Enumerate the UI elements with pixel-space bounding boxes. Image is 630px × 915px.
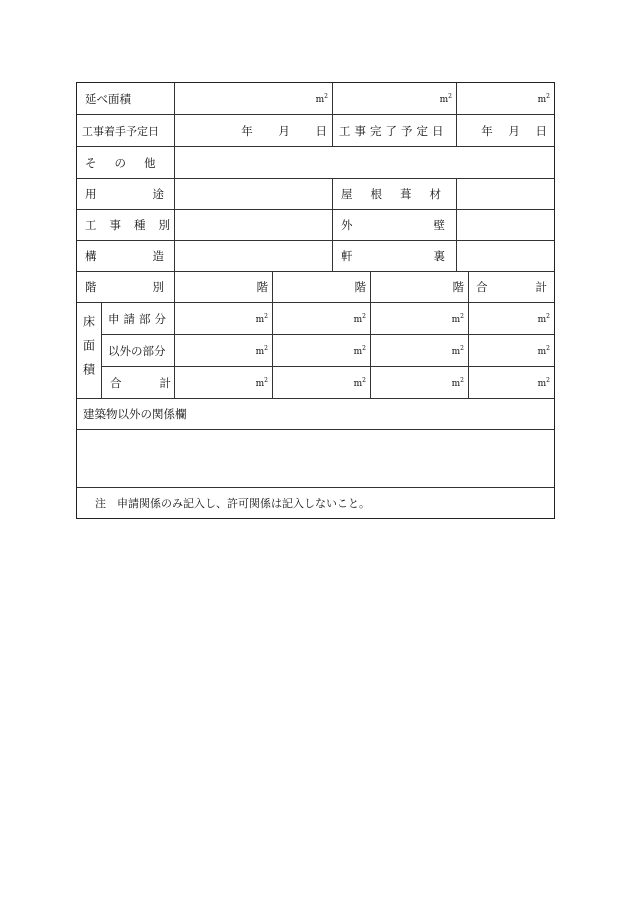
start-date-label [77,115,174,146]
unit-sup: 2 [264,344,268,352]
unit-sup: 2 [546,344,550,352]
label-text: 合計 [476,280,595,294]
label-text: その他 [85,155,174,170]
label-text: 工事完了予定日 [339,123,448,138]
unit-m2 [256,345,268,357]
floor-area-total-label [102,367,209,398]
unit-sup: 2 [362,376,366,384]
non-building-value[interactable] [77,430,554,487]
floor-area-applied-label [102,303,174,334]
floor-area-label [77,303,101,398]
unit-sup: 2 [546,376,550,384]
total-floor-area-value-2[interactable] [333,83,456,114]
unit-sup: 2 [362,344,366,352]
label-text: 建築物以外の関係欄 [83,407,187,421]
use-label [77,179,220,209]
floor-area-cell[interactable] [371,303,468,334]
floor-unit-text: 階 [452,280,464,294]
unit-text: m [451,378,461,389]
unit-sup: 2 [264,312,268,320]
unit-text: m [353,378,363,389]
unit-text: m [537,346,547,357]
floor-column-3[interactable] [371,272,468,302]
floor-column-2[interactable] [273,272,370,302]
unit-m2 [452,345,464,357]
use-value[interactable] [175,179,332,209]
floor-area-cell[interactable] [469,367,554,398]
footnote [77,488,554,518]
note-text: 注 申請関係のみ記入し、許可関係は記入しないこと。 [95,497,370,510]
work-type-label [77,210,183,240]
date-text: 年 月 日 [241,123,327,138]
structure-label [77,241,220,271]
label-text: 申請部分 [108,311,170,326]
label-text: 工事種別 [85,218,183,232]
floor-area-other-label [102,335,174,366]
unit-sup: 2 [460,344,464,352]
non-building-label [77,399,554,429]
floor-area-cell[interactable] [175,367,272,398]
floor-label [77,272,220,302]
floor-area-cell[interactable] [371,367,468,398]
unit-text: m [315,94,325,105]
unit-text: m [451,346,461,357]
unit-sup: 2 [324,92,328,100]
unit-text: m [451,314,461,325]
floor-unit-text: 階 [354,280,366,294]
floor-area-cell[interactable] [469,335,554,366]
label-text: 工事着手予定日 [82,124,159,138]
floor-area-cell[interactable] [175,335,272,366]
roof-material-value[interactable] [457,179,554,209]
unit-sup: 2 [362,312,366,320]
total-floor-area-value-3[interactable] [457,83,554,114]
floor-area-cell[interactable] [273,367,370,398]
unit-text: m [537,94,547,105]
total-floor-area-value-1[interactable] [175,83,332,114]
floor-area-cell[interactable] [175,303,272,334]
unit-text: m [537,314,547,325]
floor-total-label [469,272,595,302]
eaves-soffit-value[interactable] [457,241,554,271]
unit-m2 [538,345,550,357]
label-text: 以外の部分 [108,343,166,358]
exterior-wall-label [333,210,526,240]
unit-text: m [255,378,265,389]
floor-area-cell[interactable] [371,335,468,366]
label-text: 軒裏 [341,249,526,263]
unit-text: m [439,94,449,105]
unit-sup: 2 [460,312,464,320]
label-text: 構造 [85,249,220,263]
label-text: 外壁 [341,218,526,232]
label-text: 延べ面積 [85,91,131,106]
label-text: 合計 [110,375,209,390]
unit-m2 [354,313,366,325]
label-text: 屋根葺材 [341,187,459,201]
eaves-soffit-label [333,241,526,271]
other-label [77,147,174,178]
unit-sup: 2 [546,92,550,100]
unit-m2 [440,93,452,105]
start-date-value[interactable] [175,115,332,146]
unit-sup: 2 [448,92,452,100]
unit-m2 [256,313,268,325]
unit-m2 [452,313,464,325]
roof-material-label [333,179,459,209]
label-text: 階別 [85,280,220,294]
floor-column-1[interactable] [175,272,272,302]
unit-m2 [538,377,550,389]
unit-sup: 2 [264,376,268,384]
unit-m2 [256,377,268,389]
unit-m2 [316,93,328,105]
work-type-value[interactable] [175,210,332,240]
unit-m2 [538,93,550,105]
unit-text: m [353,314,363,325]
unit-sup: 2 [460,376,464,384]
floor-area-cell[interactable] [273,335,370,366]
other-value[interactable] [175,147,554,178]
floor-unit-text: 階 [256,280,268,294]
unit-m2 [354,345,366,357]
total-floor-area-label [77,83,174,114]
end-date-value[interactable] [457,115,554,146]
unit-text: m [353,346,363,357]
end-date-label [333,115,456,146]
structure-value[interactable] [175,241,332,271]
floor-area-cell[interactable] [469,303,554,334]
unit-text: m [537,378,547,389]
unit-sup: 2 [546,312,550,320]
floor-area-cell[interactable] [273,303,370,334]
application-form-table [76,82,595,519]
unit-m2 [538,313,550,325]
label-text: 用途 [85,187,220,201]
unit-text: m [255,314,265,325]
exterior-wall-value[interactable] [457,210,554,240]
unit-m2 [354,377,366,389]
date-text: 年 月 日 [481,123,547,138]
label-text: 床面積 [81,314,96,387]
unit-m2 [452,377,464,389]
unit-text: m [255,346,265,357]
